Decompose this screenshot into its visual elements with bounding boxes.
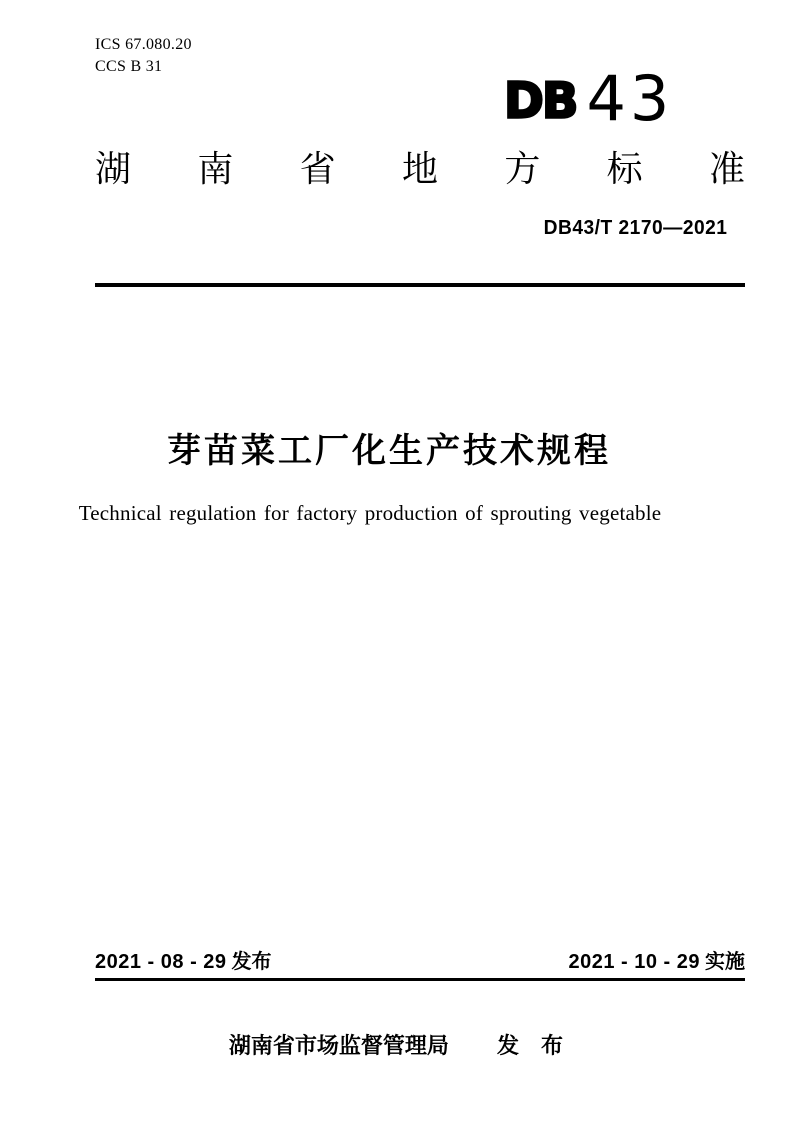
standard-type-char: 湖 [95, 148, 132, 189]
issue-date-group [95, 950, 272, 974]
publisher-name: 湖南省市场监督管理局 [228, 1033, 449, 1058]
date-row [95, 950, 745, 974]
standard-number: DB43/T 2170—2021 [543, 217, 727, 239]
implementation-date: 2021 - 10 - 29 [568, 951, 700, 973]
english-title: Technical regulation for factory production of sprouting vegetable [78, 501, 662, 525]
standard-type-char: 标 [606, 148, 643, 189]
implementation-date-group [568, 950, 745, 974]
standard-type-char: 南 [197, 148, 234, 189]
standard-type-char: 地 [401, 148, 438, 189]
db-logo-region-code: 43 [586, 62, 674, 135]
classification-codes [95, 34, 192, 78]
top-divider-rule [95, 283, 745, 287]
standard-type-char: 省 [299, 148, 336, 189]
publisher-line [0, 1033, 800, 1059]
standard-type-char: 准 [708, 148, 745, 189]
issue-date: 2021 - 08 - 29 [95, 951, 227, 973]
ccs-code: CCS B 31 [95, 58, 163, 75]
ics-code: ICS 67.080.20 [95, 36, 192, 53]
chinese-title: 芽苗菜工厂化生产技术规程 [167, 432, 611, 470]
implementation-label: 实施 [705, 951, 745, 973]
db-logo [504, 62, 674, 135]
standard-type-title [95, 148, 745, 189]
issue-label: 发布 [231, 951, 272, 973]
db-logo-prefix: DB [504, 72, 577, 130]
publish-action: 发 布 [496, 1033, 572, 1058]
bottom-divider-rule [95, 978, 745, 981]
standard-type-char: 方 [504, 148, 541, 189]
